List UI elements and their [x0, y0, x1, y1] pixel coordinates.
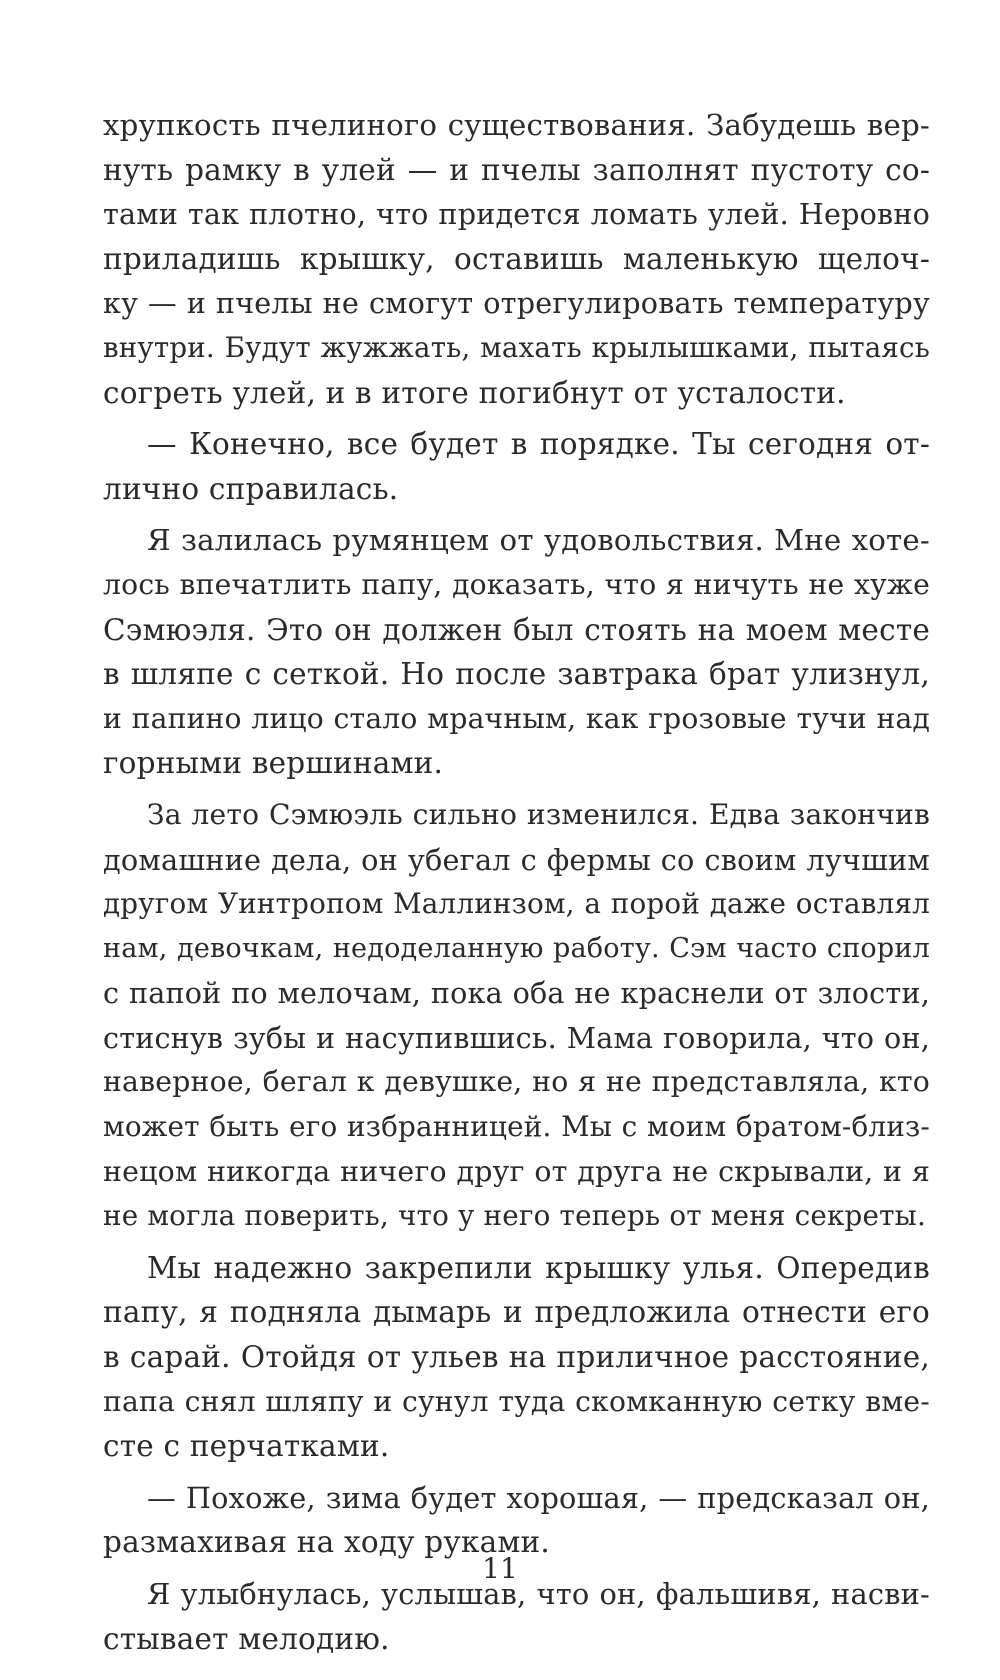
paragraph-gap: [103, 1469, 930, 1476]
text-line: нам, девочкам, недоделанную работу. Сэм часто спорил: [103, 932, 930, 964]
text-line: лично справилась.: [103, 471, 399, 506]
text-line: сте с перчатками.: [103, 1429, 390, 1464]
text-line: приладишь крышку, оставишь маленькую щелоч-: [103, 241, 930, 276]
paragraph: [103, 793, 930, 1239]
book-page-text: [103, 103, 930, 1661]
text-line: внутри. Будут жужжать, махать крылышками, пытаясь: [103, 330, 930, 364]
page-number: 11: [482, 1552, 518, 1585]
text-line: нуть рамку в улей — и пчелы заполнят пустоту со-: [103, 152, 930, 187]
text-line: с папой по мелочам, пока оба не краснели от злости,: [103, 976, 930, 1011]
text-line: — Конечно, все будет в порядке. Ты сегодня от-: [147, 427, 930, 462]
text-line: Я улыбнулась, услышав, что он, фальшивя, насви-: [147, 1577, 930, 1611]
text-line: За лето Сэмюэль сильно изменился. Едва закончив: [147, 797, 930, 831]
text-line: может быть его избранницей. Мы с моим братом-близ-: [103, 1110, 930, 1144]
text-line: хрупкость пчелиного существования. Забудешь вер-: [103, 108, 930, 142]
paragraph: [103, 1246, 930, 1469]
text-line: лось впечатлить папу, доказать, что я ничуть не хуже: [103, 567, 930, 601]
text-line: папа снял шляпу и сунул туда скомканную сетку вме-: [103, 1384, 930, 1418]
text-line: наверное, бегал к девушке, но я не представляла, кто: [103, 1065, 930, 1099]
paragraph-gap: [103, 511, 930, 518]
text-line: согреть улей, и в итоге погибнут от усталости.: [103, 375, 846, 410]
text-line: и папино лицо стало мрачным, как грозовые тучи над: [103, 701, 930, 735]
text-line: размахивая на ходу руками.: [103, 1525, 550, 1560]
paragraph: [103, 422, 930, 511]
text-line: не могла поверить, что у него теперь от меня секреты.: [103, 1199, 926, 1233]
text-line: тами так плотно, что придется ломать улей. Неровно: [103, 197, 930, 232]
paragraph: [103, 518, 930, 786]
text-line: ку — и пчелы не смогут отрегулировать температуру: [103, 286, 930, 321]
text-line: — Похоже, зима будет хорошая, — предсказал он,: [147, 1480, 930, 1515]
text-line: Мы надежно закрепили крышку улья. Опередив: [147, 1250, 930, 1285]
text-line: горными вершинами.: [103, 746, 444, 781]
text-line: другом Уинтропом Маллинзом, а порой даже оставлял: [103, 887, 930, 921]
text-line: в шляпе с сеткой. Но после завтрака брат улизнул,: [103, 657, 930, 692]
text-line: в сарай. Отойдя от ульев на приличное расстояние,: [103, 1340, 930, 1375]
text-line: стиснув зубы и насупившись. Мама говорила, что он,: [103, 1020, 930, 1055]
paragraph-gap: [103, 1239, 930, 1246]
paragraph: [103, 1572, 930, 1661]
paragraph-gap: [103, 786, 930, 793]
text-line: нецом никогда ничего друг от друга не скрывали, и я: [103, 1154, 930, 1188]
text-line: Сэмюэля. Это он должен был стоять на моем месте: [103, 612, 930, 647]
paragraph: [103, 103, 930, 415]
text-line: домашние дела, он убегал с фермы со своим лучшим: [103, 842, 930, 877]
text-line: Я залилась румянцем от удовольствия. Мне хоте-: [147, 523, 930, 558]
paragraph-gap: [103, 415, 930, 422]
text-line: стывает мелодию.: [103, 1621, 390, 1656]
text-line: папу, я подняла дымарь и предложила отнести его: [103, 1295, 930, 1330]
